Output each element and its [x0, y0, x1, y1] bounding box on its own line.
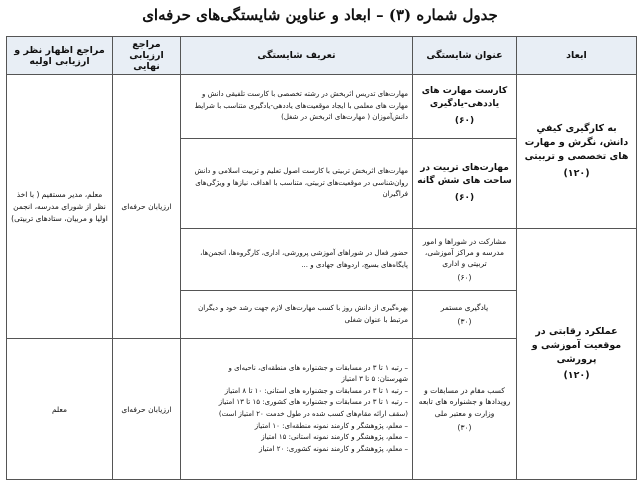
competency-cell	[413, 339, 517, 480]
header-competency: عنوان شایستگی	[413, 37, 517, 75]
table-row	[7, 75, 637, 139]
competency-score: (۶۰)	[457, 273, 472, 283]
definition-line: – رتبه ۱ تا ۳ در مسابقات و جشنواره های استانی: ۱۰ تا ۸ امتیاز	[224, 386, 408, 395]
competency-score: (۳۰)	[457, 317, 472, 326]
definition-line: شهرستان: ۵ تا ۳ امتیاز	[341, 375, 408, 384]
dimension-cell-1	[517, 75, 637, 229]
competency-table	[6, 36, 637, 480]
definition-line: – معلم، پژوهشگر و کارمند نمونه منطقه‌ای: ۱۰ امتیاز	[254, 421, 408, 430]
competency-name: کسب مقام در مسابقات و رویدادها و جشنواره های تابعه وزارت و معتبر ملی	[418, 386, 511, 418]
competency-cell	[413, 229, 517, 291]
initial-ref-cell: معلم	[7, 339, 113, 480]
definition-cell: حضور فعال در شوراهای آموزشی پرورشی، اداری، کارگروه‌ها، انجمن‌ها، پایگاه‌های بسیج، اردوهای جهادی و ...	[181, 229, 413, 291]
header-definition: تعریف شایستگی	[181, 37, 413, 75]
definition-line: – معلم، پژوهشگر و کارمند نمونه استانی: ۱۵ امتیاز	[261, 433, 408, 442]
competency-cell	[413, 75, 517, 139]
dimension-score: (۱۲۰)	[563, 370, 590, 382]
page-title: جدول شماره (۳) – ابعاد و عناوین شایستگی‌های حرفه‌ای	[142, 6, 498, 24]
definition-line: – معلم، پژوهشگر و کارمند نمونه کشوری: ۲۰ امتیاز	[259, 444, 408, 453]
initial-ref-cell: معلم، مدیر مستقیم ( با اخذ نظر از شورای مدرسه، انجمن اولیا و مربیان، ستادهای تربیتی)	[7, 75, 113, 339]
competency-score: (۶۰)	[454, 192, 475, 203]
definition-cell: مهارت‌های تدریس اثربخش در رشته تخصصی با کارست تلفیقی دانش و مهارت های معلمی با ایجاد موقعیت‌های یاددهی-یادگیری متناسب با شرایط دانش‌آموزان ( مهارت‌های اثربخش در شغل)	[181, 75, 413, 139]
definition-cell	[181, 339, 413, 480]
competency-cell	[413, 139, 517, 229]
header-final-ref: مراجع ارزیابی نهایی	[113, 37, 181, 75]
competency-name: مشارکت در شوراها و امور مدرسه و مراکز آموزشی، تربیتی و اداری	[422, 236, 507, 268]
dimension-name: به کارگیری کیفیِ دانش، نگرش و مهارت های تخصصی و تربیتی	[524, 123, 629, 162]
competency-score: (۶۰)	[454, 115, 475, 126]
definition-line: – رتبه ۱ تا ۳ در مسابقات و جشنواره های منطقه‌ای، ناحیه‌ای و	[228, 363, 408, 372]
competency-name: یادگیری مستمر	[440, 302, 489, 312]
competency-name: کارست مهارت های یاددهی-یادگیری	[421, 86, 508, 110]
dimension-name: عملکرد رقابتی در موقعیت آموزشی و پرورشی	[531, 325, 622, 365]
definition-cell: بهره‌گیری از دانش روز با کسب مهارت‌های لازم جهت رشد خود و دیگران مرتبط با عنوان شغلی	[181, 291, 413, 339]
competency-cell	[413, 291, 517, 339]
definition-cell: مهارت‌های اثربخش تربیتی با کارست اصول تعلیم و تربیت اسلامی و دانش روان‌شناسی در موقعیت‌های تربیتی، متناسب با اهداف، نیازها و ویژگی‌های فراگیران	[181, 139, 413, 229]
header-dimension: ابعاد	[517, 37, 637, 75]
definition-line: – رتبه ۱ تا ۳ در مسابقات و جشنواره های کشوری: ۱۵ تا ۱۳ امتیاز	[218, 398, 408, 407]
competency-name: مهارت‌های تربیت در ساحت های شش گانه	[417, 163, 512, 187]
competency-score: (۳۰)	[457, 422, 472, 432]
header-initial-ref: مراجع اظهار نظر و ارزیابی اولیه	[7, 37, 113, 75]
definition-line: (سقف ارائه مقام‌های کسب شده در طول خدمت ۲۰ امتیاز است)	[218, 410, 408, 418]
dimension-cell-2	[517, 229, 637, 480]
final-ref-cell: ارزیابان حرفه‌ای	[113, 339, 181, 480]
final-ref-cell: ارزیابان حرفه‌ای	[113, 75, 181, 339]
header-row	[7, 37, 637, 75]
dimension-score: (۱۲۰)	[563, 167, 590, 179]
